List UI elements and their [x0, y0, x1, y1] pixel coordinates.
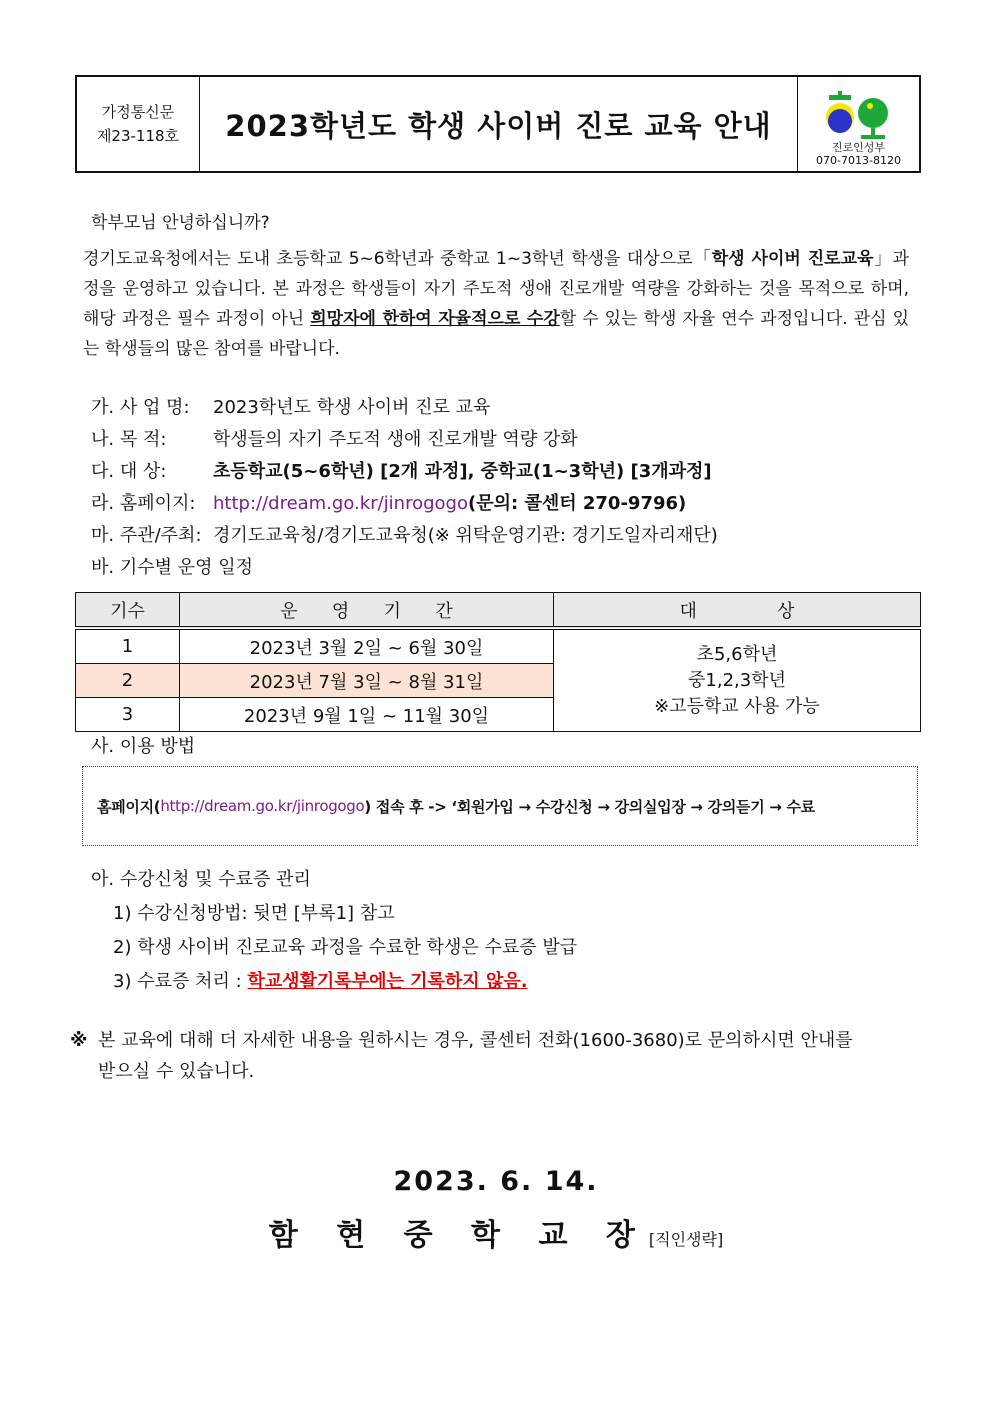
dept-info	[797, 77, 919, 171]
greeting: 학부모님 안녕하십니까?	[91, 213, 270, 233]
note-line	[70, 1025, 922, 1056]
intro-text-3: 할 수 있는 학생 자율 연수 과정입니다. 관심 있는 학생들의 많은 참여를 바랍니다.	[83, 309, 909, 359]
doc-type: 가정통신문	[101, 103, 175, 121]
page-title: 2023학년도 학생 사이버 진로 교육 안내	[225, 108, 772, 143]
info-item	[91, 488, 718, 520]
note-text-cont: 받으실 수 있습니다.	[98, 1061, 255, 1082]
program-name: 학생 사이버 진로교육	[711, 249, 874, 269]
management-item	[91, 965, 577, 999]
note-mark: ※	[70, 1030, 88, 1051]
target-line: 초5,6학년	[696, 643, 778, 665]
info-value: 경기도교육청/경기도교육청(※ 위탁운영기관: 경기도일자리재단)	[213, 525, 718, 546]
letter-header	[75, 75, 921, 173]
info-label: 나. 목 적:	[91, 429, 167, 450]
usage-box	[82, 766, 918, 846]
term-cell: 2	[76, 664, 180, 698]
period-cell: 2023년 3월 2일 ~ 6월 30일	[180, 628, 554, 664]
col-header-term: 기수	[76, 593, 180, 629]
doc-info	[77, 77, 200, 171]
info-value: 학생들의 자기 주도적 생애 진로개발 역량 강화	[213, 429, 578, 450]
usage-link[interactable]: http://dream.go.kr/jinrogogo	[160, 797, 365, 815]
management-item-text: 3) 수료증 처리 :	[113, 971, 248, 992]
program-info-list	[91, 392, 718, 584]
signer-name: 함 현 중 학 교 장	[268, 1218, 649, 1253]
info-item	[91, 552, 718, 584]
target-line: 중1,2,3학년	[688, 669, 786, 691]
dept-name: 진로인성부	[831, 141, 886, 154]
col-header-period: 운 영 기 간	[180, 593, 554, 629]
signature	[0, 1210, 992, 1254]
info-value: (문의: 콜센터 270-9796)	[467, 493, 687, 514]
note-text: 본 교육에 대해 더 자세한 내용을 원하시는 경우, 콜센터 전화(1600-3680)로 문의하시면 안내를	[98, 1030, 853, 1051]
info-label: 라. 홈페이지:	[91, 493, 196, 514]
info-value: 2023학년도 학생 사이버 진로 교육	[213, 397, 491, 418]
homepage-link[interactable]: http://dream.go.kr/jinrogogo	[213, 493, 468, 514]
period-cell: 2023년 9월 1일 ~ 11월 30일	[180, 698, 554, 732]
management-title: 아. 수강신청 및 수료증 관리	[91, 869, 311, 890]
intro-paragraph	[83, 244, 909, 364]
letter-date: 2023. 6. 14.	[393, 1166, 599, 1197]
school-emblem-icon	[823, 91, 895, 141]
table-header-row	[76, 593, 921, 629]
management-item: 1) 수강신청방법: 뒷면 [부록1] 참고	[113, 903, 395, 924]
schedule-table	[75, 592, 921, 732]
info-label: 가. 사 업 명:	[91, 397, 190, 418]
usage-heading: 사. 이용 방법	[91, 736, 196, 757]
doc-number: 제23-118호	[96, 127, 180, 145]
dept-phone: 070-7013-8120	[816, 154, 901, 167]
period-cell: 2023년 7월 3일 ~ 8월 31일	[180, 664, 554, 698]
term-cell: 3	[76, 698, 180, 732]
management-item: 2) 학생 사이버 진로교육 과정을 수료한 학생은 수료증 발급	[113, 937, 578, 958]
info-label: 마. 주관/주최:	[91, 525, 202, 546]
intro-text-2: 」과정을 운영하고 있습니다. 본 과정은 학생들이 자기 주도적 생애 진로개발 역량을 강화하는 것을 목적으로 하며, 해당 과정은 필수 과정이 아닌	[83, 249, 909, 329]
contact-note	[70, 1025, 922, 1087]
target-cell	[554, 628, 921, 732]
info-item	[91, 456, 718, 488]
table-row	[76, 628, 921, 664]
voluntary-notice: 희망자에 한하여 자율적으로 수강	[310, 309, 560, 329]
term-cell: 1	[76, 628, 180, 664]
intro-text-1: 경기도교육청에서는 도내 초등학교 5~6학년과 중학교 1~3학년 학생을 대상으로「	[83, 249, 712, 269]
info-item	[91, 392, 718, 424]
target-line: ※고등학교 사용 가능	[654, 695, 820, 717]
usage-prefix: 홈페이지(	[97, 797, 161, 816]
info-item	[91, 424, 718, 456]
info-value: 초등학교(5~6학년) [2개 과정], 중학교(1~3학년) [3개과정]	[213, 461, 712, 482]
seal-note: [직인생략]	[648, 1230, 724, 1249]
col-header-target: 대 상	[554, 593, 921, 629]
record-warning: 학교생활기록부에는 기록하지 않음.	[247, 971, 528, 992]
usage-steps: ) 접속 후 -> ‘회원가입 → 수강신청 → 강의실입장 → 강의듣기 → 수료	[364, 797, 815, 816]
info-item	[91, 520, 718, 552]
management-section	[91, 863, 577, 999]
info-label: 다. 대 상:	[91, 461, 167, 482]
info-label: 바. 기수별 운영 일정	[91, 557, 253, 578]
